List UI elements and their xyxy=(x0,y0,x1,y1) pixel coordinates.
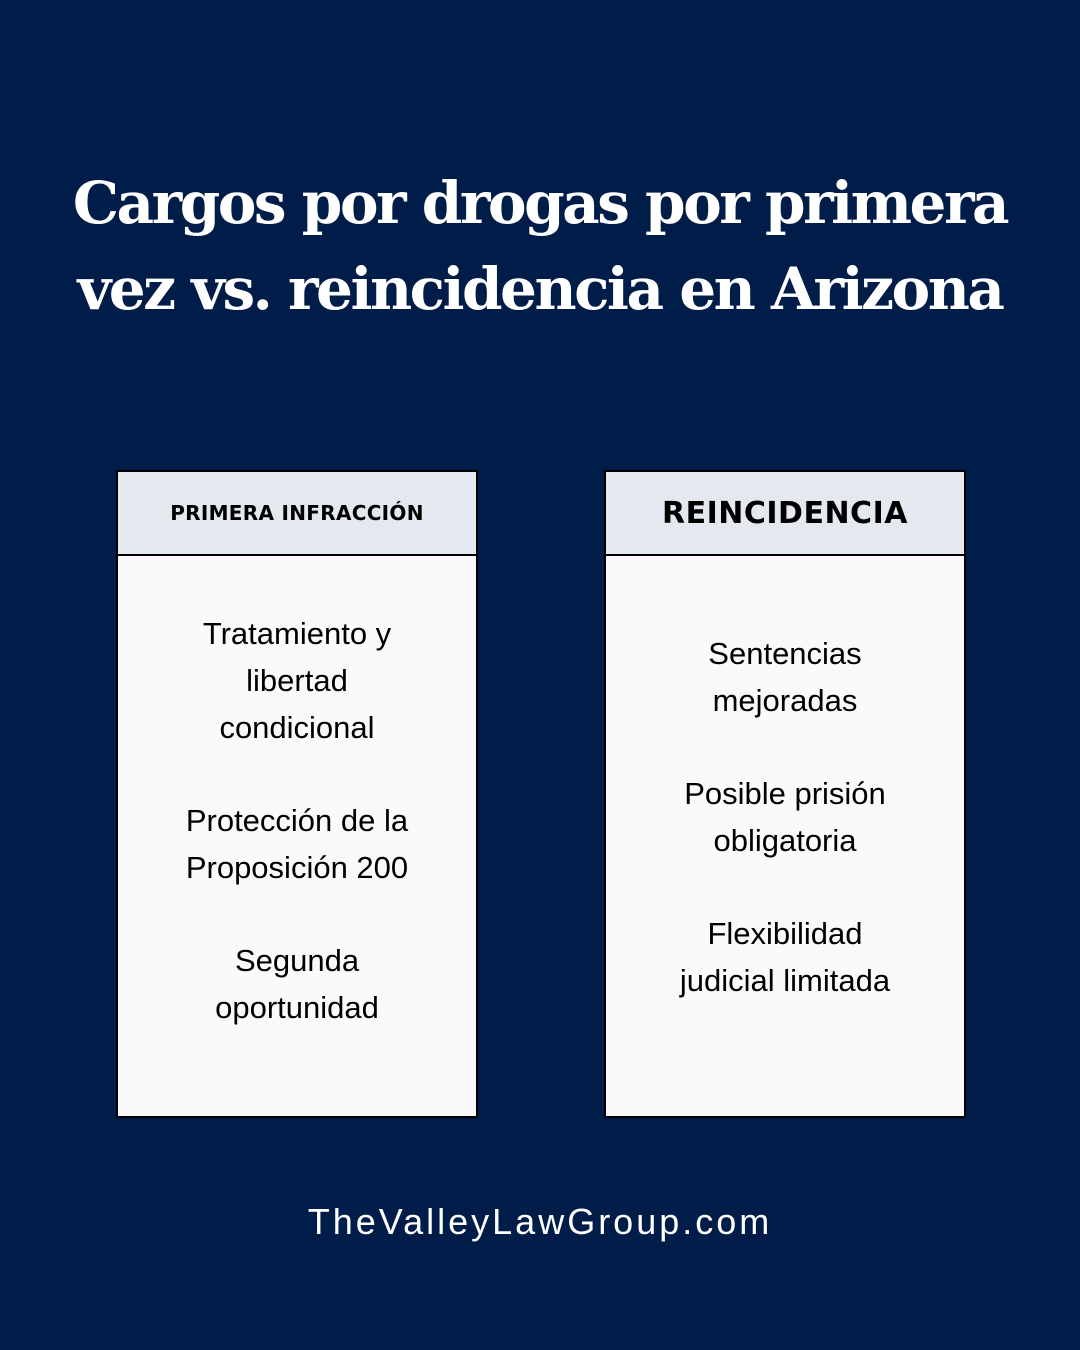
list-item-line: judicial limitada xyxy=(679,963,891,998)
title-line: Cargos por drogas por primera xyxy=(72,169,1008,237)
list-item-line: Segunda xyxy=(234,943,360,978)
list-item-line: obligatoria xyxy=(713,823,857,858)
list-item-line: Protección de la xyxy=(185,803,409,838)
repeat-offense-card xyxy=(604,470,966,1118)
website-url: TheValleyLawGroup.com xyxy=(307,1201,773,1242)
title-line: vez vs. reincidencia en Arizona xyxy=(77,255,1003,323)
list-item xyxy=(203,610,391,751)
list-item-line: Sentencias xyxy=(708,636,862,671)
list-item-line: Proposición 200 xyxy=(185,850,409,885)
first-offense-header: PRIMERA INFRACCIÓN xyxy=(118,472,476,556)
list-item-line: condicional xyxy=(219,710,375,745)
first-offense-list xyxy=(118,556,476,1116)
list-item xyxy=(680,910,890,1004)
repeat-offense-header: REINCIDENCIA xyxy=(606,472,964,556)
list-item-line: mejoradas xyxy=(712,683,858,718)
list-item xyxy=(215,937,379,1031)
list-item-line: Posible prisión xyxy=(684,776,886,811)
list-item-line: Tratamiento y xyxy=(202,616,392,651)
list-item-line: oportunidad xyxy=(215,990,379,1025)
list-item xyxy=(684,770,886,864)
list-item xyxy=(186,797,408,891)
list-item-line: Flexibilidad xyxy=(707,916,863,951)
list-item-line: libertad xyxy=(246,663,348,698)
list-item xyxy=(708,630,861,724)
repeat-offense-list xyxy=(606,556,964,1116)
first-offense-card xyxy=(116,470,478,1118)
page-title xyxy=(40,160,1040,332)
